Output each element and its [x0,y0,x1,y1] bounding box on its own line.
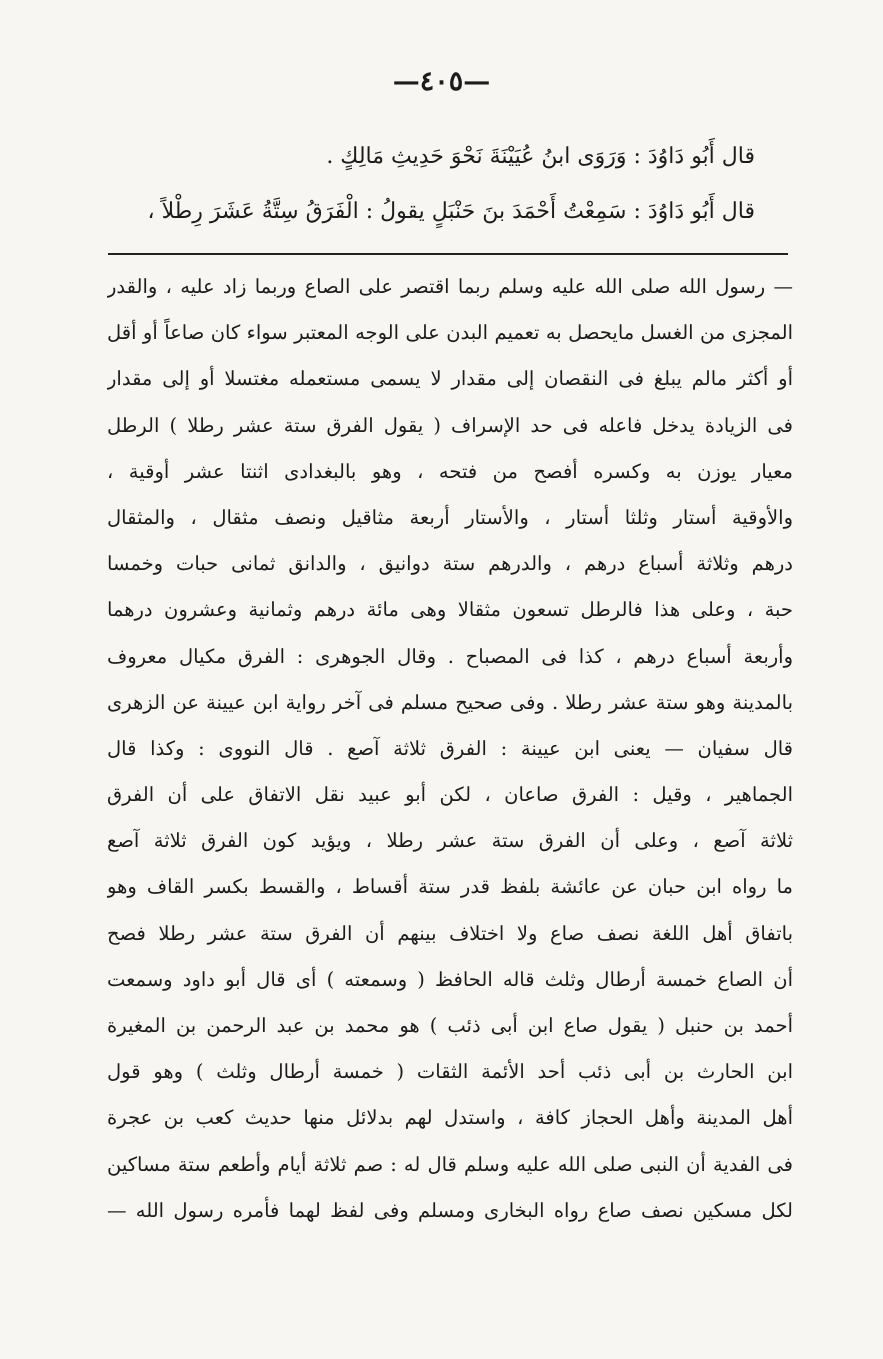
commentary-line: الجماهير ، وقيل : الفرق صاعان ، لكن أبو عبيد نقل الاتفاق على أن الفرق [107,783,793,807]
commentary-line: ثلاثة آصع ، وعلى أن الفرق ستة عشر رطلا ، ويؤيد كون الفرق ثلاثة آصع [107,829,793,853]
hadith-line: قال أَبُو دَاوُدَ : سَمِعْتُ أَحْمَدَ بنَ حَنْبَلٍ يقولُ : الْفَرَقُ سِتَّةُ عَشَرَ رِطْلاً ، [147,199,755,224]
commentary-line: — رسول الله صلى الله عليه وسلم ربما اقتصر على الصاع وربما زاد عليه ، والقدر [107,275,793,298]
commentary-line: فى الفدية أن النبى صلى الله عليه وسلم قال له : صم ثلاثة أيام وأطعم ستة مساكين [107,1152,793,1176]
commentary-line: بالمدينة وهو ستة عشر رطلا . وفى صحيح مسلم فى آخر رواية ابن عيينة عن الزهرى [107,690,793,714]
commentary-line: أحمد بن حنبل ( يقول صاع ابن أبى ذئب ) هو محمد بن عبد الرحمن بن المغيرة [107,1014,793,1037]
commentary-line: لكل مسكين نصف صاع رواه البخارى ومسلم وفى لفظ لهما فأمره رسول الله — [107,1198,793,1222]
hadith-line: قال أَبُو دَاوُدَ : وَرَوَى ابنُ عُيَيْنَةَ نَحْوَ حَدِيثِ مَالِكٍ . [326,144,755,169]
page-number: —٤٠٥— [392,66,491,97]
commentary-line: ما رواه ابن حبان عن عائشة بلفظ قدر ستة أقساط ، والقسط بكسر القاف وهو [107,875,793,899]
commentary-line: أهل المدينة وأهل الحجاز كافة ، واستدل لهم بدلائل منها حديث كعب بن عجرة [107,1106,793,1130]
commentary-line: معيار يوزن به وكسره أفصح من فتحه ، وهو بالبغدادى اثنتا عشر أوقية ، [107,459,793,483]
commentary-line: وأربعة أسباع درهم ، كذا فى المصباح . وقال الجوهرى : الفرق مكيال معروف [107,644,793,668]
divider-rule [108,253,788,255]
commentary-line: درهم وثلاثة أسباع درهم ، والدرهم ستة دوانيق ، والدانق ثمانى حبات وخمسا [107,552,793,576]
commentary-line: ابن الحارث بن أبى ذئب أحد الأئمة الثقات ( خمسة أرطال وثلث ) وهو قول [107,1060,793,1084]
commentary-line: أن الصاع خمسة أرطال وثلث قاله الحافظ ( وسمعته ) أى قال أبو داود وسمعت [107,967,793,991]
commentary-line: قال سفيان — يعنى ابن عيينة : الفرق ثلاثة آصع . قال النووى : وكذا قال [107,736,793,760]
commentary-line: حبة ، وعلى هذا فالرطل تسعون مثقالا وهى مائة درهم وثمانية وعشرون درهما [107,598,793,622]
commentary [107,264,793,1234]
commentary-line: فى الزيادة يدخل فاعله فى حد الإسراف ( يقول الفرق ستة عشر رطلا ) الرطل [107,413,793,437]
commentary-line: والأوقية أستار وثلثا أستار ، والأستار أربعة مثاقيل ونصف مثقال ، والمثقال [107,505,793,529]
commentary-line: باتفاق أهل اللغة نصف صاع ولا اختلاف بينهم أن الفرق ستة عشر رطلا فصح [107,921,793,945]
commentary-line: أو أكثر مالم يبلغ فى النقصان إلى مقدار لا يسمى مستعمله مغتسلا أو إلى مقدار [107,367,793,391]
commentary-line: المجزى من الغسل مايحصل به تعميم البدن على الوجه المعتبر سواء كان صاعاً أو أقل [107,321,793,345]
